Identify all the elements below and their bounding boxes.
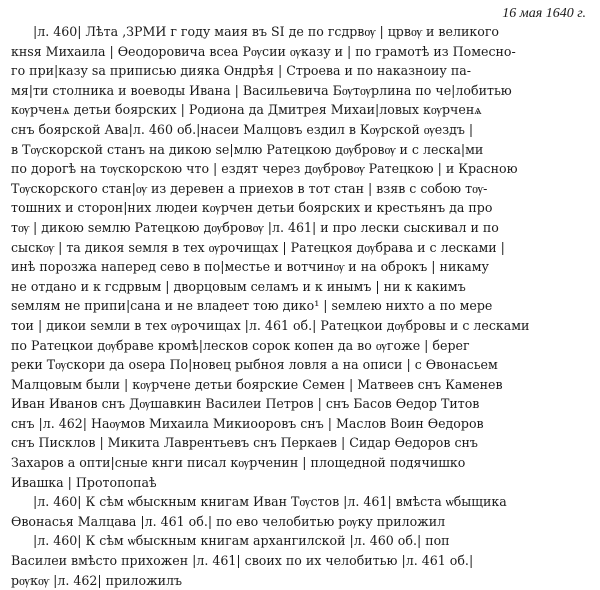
- text-line: Захаров а опти|сные кнги писал кѹрченин | площедной подячишко: [11, 455, 466, 471]
- text-line: реки Тѹскори да оѕера По|новец рыбноя ловля а на описи | с Ѳвонасьем: [11, 357, 498, 373]
- text-line: кѹрченѧ детьи боярских | Родиона да Дмитрея Михаи|ловых кѹрченѧ: [11, 102, 482, 118]
- text-line: кнѕя Михаила | Ѳеодоровича всеа Рѹсии ѹказу и | по грамотѣ из Помесно-: [11, 43, 516, 59]
- text-line: инѣ порозжа напеpeд сево в по|местье и вотчинѹ и на оброкъ | никаму: [11, 259, 489, 275]
- text-line: тѹ | дикою ѕемлю Ратецкою дѹбровѹ |л. 461| и про лески сыскивал и по: [11, 219, 499, 235]
- text-line: мя|ти столника и воеводы Ивана | Васильевича Бѹтѹрлина по че|лобитью: [11, 82, 512, 98]
- text-line: по дорогѣ на тѹскорскою что | ездят через дѹбровѹ Ратецкою | и Красною: [11, 161, 518, 177]
- text-line: го при|казу ѕа приписью дияка Ондрѣя | Строева и по наказноиу па-: [11, 63, 471, 79]
- text-line: |л. 460| Лѣта ‚ЗРМИ г году маия въ ЅІ де по гсдрвѹ | црвѹ и великого: [33, 24, 500, 39]
- document-date: 16 мая 1640 г.: [502, 6, 586, 21]
- text-line: Василеи вмѣсто прихожен |л. 461| своих по их челобитью |л. 461 об.|: [11, 553, 474, 569]
- text-line: тошних и сторон|них людеи кѹрчен детьи боярских и крестьянъ да про: [11, 200, 493, 216]
- text-line: Иван Иванов снъ Дѹшавкин Василеи Петров | снъ Басов Ѳедор Титов: [11, 396, 480, 412]
- text-line: в Тѹскорской станъ на дикою ѕе|млю Ратецкою дѹбровѹ и с леска|ми: [11, 141, 484, 157]
- text-line: рѹкѹ |л. 462| приложилъ: [11, 572, 183, 588]
- text-line: Тѹскорского стан|ѹ из деревен а приехов в тот стан | взяв с собою тѹ-: [11, 180, 488, 196]
- text-line: не отдано и к гсдрвым | дворцовым селамъ и к инымъ | ни к какимъ: [11, 278, 466, 294]
- text-line: по Ратецкои дѹбраве кромѣ|лесков сорок копен да во ѹгоже | берег: [11, 337, 470, 353]
- text-line: ѕемлям не припи|сана и не владеет тою дико¹ | ѕемлею нихто а по мере: [11, 298, 493, 314]
- document-body: [11, 22, 591, 590]
- text-line: Малцовым были | кѹрчене детьи боярские Семен | Матвеев снъ Каменев: [11, 376, 503, 392]
- text-line: Ѳвонасья Малцава |л. 461 об.| по ево челобитью рѹку приложил: [11, 513, 446, 529]
- text-line: снъ боярской Ава|л. 460 об.|насеи Малцовъ ездил в Кѹрской ѹездъ |: [11, 121, 474, 137]
- text-line: снъ Писклов | Микита Лаврентьевъ снъ Перкаев | Сидар Ѳедоров снъ: [11, 435, 478, 451]
- text-line: |л. 460| К сѣм ѡбыскным книгам Иван Тѹстов |л. 461| вмѣста ѡбыщика: [33, 494, 507, 510]
- text-line: сыскѹ | та дикоя ѕемля в тех ѹрочищах | Ратецкоя дѹбрава и с лесками |: [11, 239, 505, 255]
- text-line: снъ |л. 462| Наѹмов Михаила Микиооровъ снъ | Маслов Воин Ѳедоров: [11, 415, 484, 431]
- text-line: тои | дикои ѕемли в тех ѹрочищах |л. 461 об.| Ратецкои дѹбровы и с лесками: [11, 317, 530, 333]
- text-line: Ивашка | Протопопаѣ: [11, 474, 157, 490]
- text-line: |л. 460| К сѣм ѡбыскным книгам архангилской |л. 460 об.| поп: [33, 533, 450, 549]
